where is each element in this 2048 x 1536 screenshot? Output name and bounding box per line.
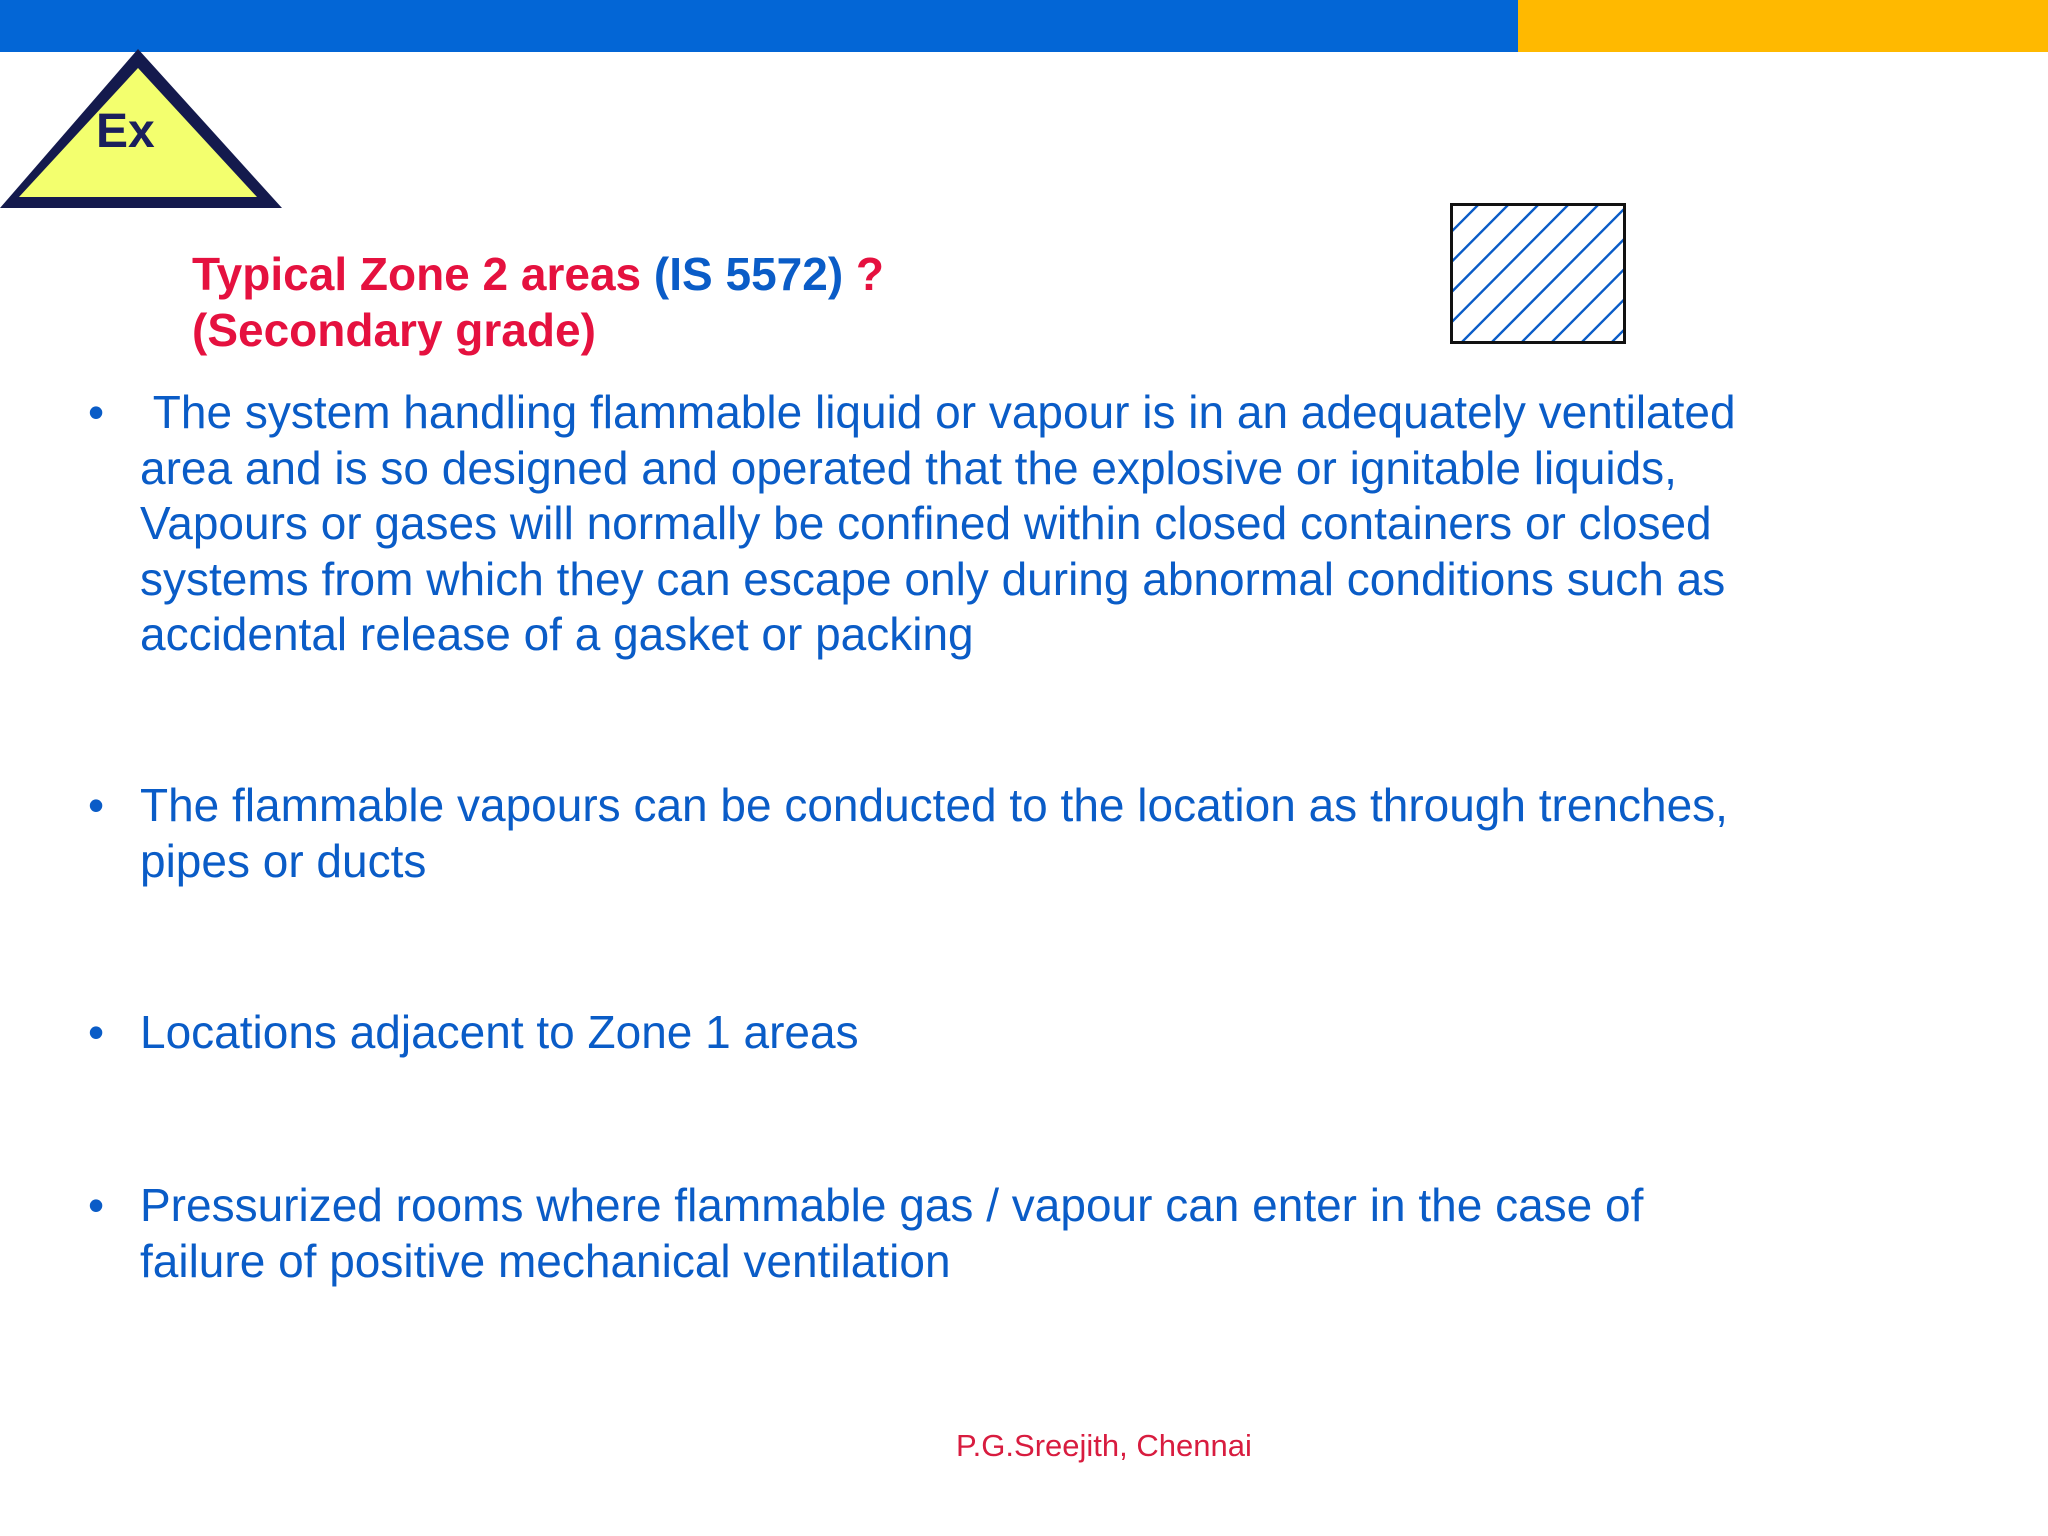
title-line-2: (Secondary grade) bbox=[192, 304, 596, 356]
bullet-text: The flammable vapours can be conducted to the location as through trenches, pipes or ducts bbox=[140, 779, 1728, 887]
title-part-1: Typical Zone 2 areas bbox=[192, 248, 654, 300]
footer-author: P.G.Sreejith, Chennai bbox=[956, 1428, 1252, 1463]
bullet-item bbox=[88, 1005, 1948, 1061]
bullet-item bbox=[88, 385, 1948, 663]
bullet-text: The system handling flammable liquid or vapour is in an adequately ventilated area and is so designed and operated that the explosive or ignitable liquids, Vapours or gases will normally be confined within closed containers or closed systems from which they can escape only during abnormal conditions such as accidental release of a gasket or packing bbox=[140, 386, 1736, 660]
bullet-symbol: • bbox=[88, 779, 105, 831]
bullet-symbol: • bbox=[88, 386, 105, 438]
title-question-mark: ? bbox=[855, 248, 885, 300]
bullet-text: Pressurized rooms where flammable gas / vapour can enter in the case of failure of positive mechanical ventilation bbox=[140, 1179, 1644, 1287]
bullet-item bbox=[88, 1178, 1948, 1289]
bullet-text: Locations adjacent to Zone 1 areas bbox=[140, 1006, 859, 1058]
bullet-symbol: • bbox=[88, 1179, 105, 1231]
ex-logo-text: Ex bbox=[96, 105, 155, 158]
title-standard-ref: (IS 5572) bbox=[653, 248, 856, 300]
bullet-item bbox=[88, 778, 1948, 889]
bullet-symbol: • bbox=[88, 1006, 105, 1058]
